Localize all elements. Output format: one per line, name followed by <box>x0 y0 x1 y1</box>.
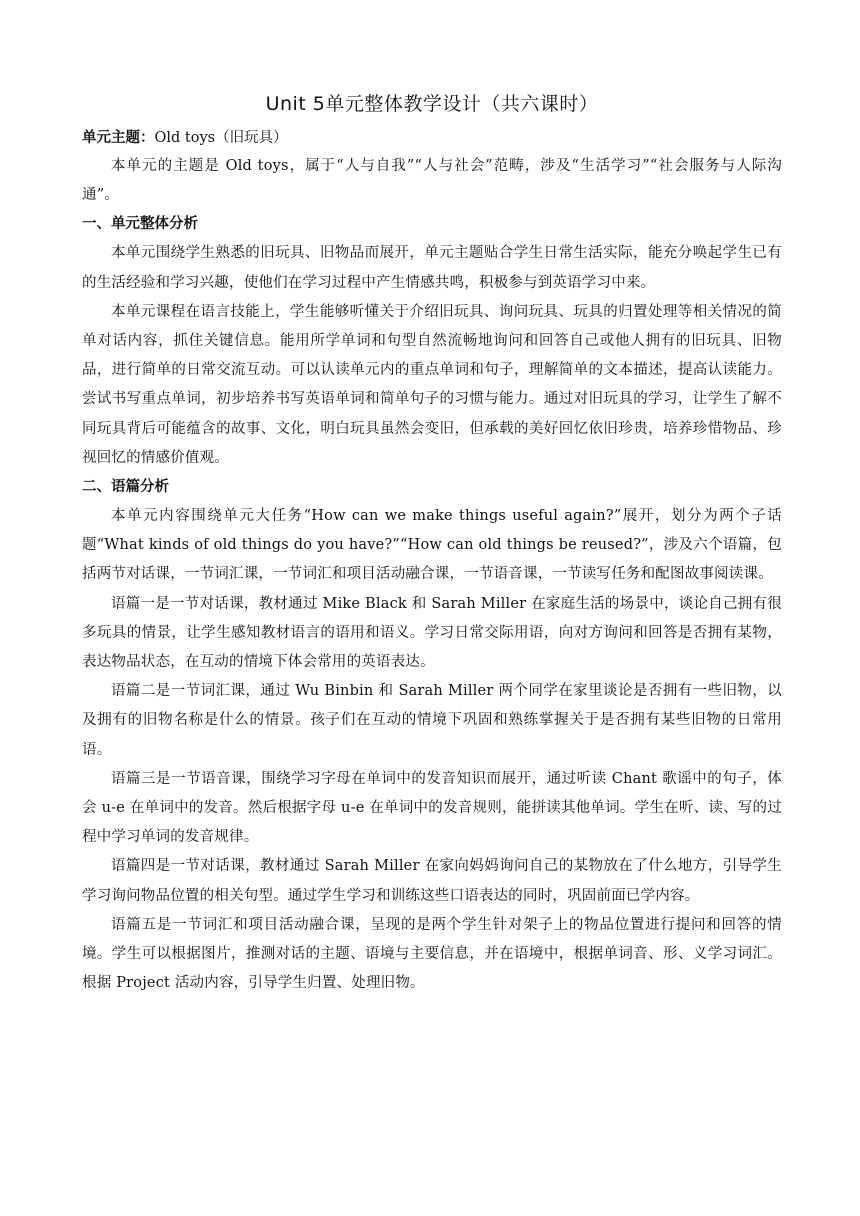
page-title: Unit 5单元整体教学设计（共六课时） <box>265 93 599 115</box>
unit-theme-label: 单元主题： <box>82 130 155 146</box>
paragraph: 语篇四是一节对话课，教材通过 Sarah Miller 在家向妈妈询问自己的某物放在了什么地方，引导学生学习询问物品位置的相关句型。通过学生学习和训练这些口语表达的同时，巩固前面已学内容。 <box>82 858 782 904</box>
paragraph: 语篇一是一节对话课，教材通过 Mike Black 和 Sarah Miller 在家庭生活的场景中，谈论自己拥有很多玩具的情景，让学生感知教材语言的语用和语义。学习日常交际用语，向对方询问和回答是否拥有某物，表达物品状态，在互动的情境下体会常用的英语表达。 <box>82 595 782 671</box>
section-heading-text-analysis: 二、语篇分析 <box>82 479 169 496</box>
paragraph: 语篇五是一节词汇和项目活动融合课，呈现的是两个学生针对架子上的物品位置进行提问和回答的情境。学生可以根据图片，推测对话的主题、语境与主要信息，并在语境中，根据单词音、形、义学习词汇。根据 Project 活动内容，引导学生归置、处理旧物。 <box>82 916 782 992</box>
unit-theme-value: Old toys（旧玩具） <box>154 130 288 146</box>
section-heading-unit-analysis: 一、单元整体分析 <box>82 216 198 233</box>
document-page <box>82 88 782 998</box>
paragraph: 本单元课程在语言技能上，学生能够听懂关于介绍旧玩具、询问玩具、玩具的归置处理等相关情况的简单对话内容，抓住关键信息。能用所学单词和句型自然流畅地询问和回答自己或他人拥有的旧玩具、旧物品，进行简单的日常交流互动。可以认读单元内的重点单词和句子，理解简单的文本描述，提高认读能力。尝试书写重点单词，初步培养书写英语单词和简单句子的习惯与能力。通过对旧玩具的学习，让学生了解不同玩具背后可能蕴含的故事、文化，明白玩具虽然会变旧，但承载的美好回忆依旧珍贵，培养珍惜物品、珍视回忆的情感价值观。 <box>82 303 782 466</box>
paragraph: 本单元围绕学生熟悉的旧玩具、旧物品而展开，单元主题贴合学生日常生活实际，能充分唤起学生已有的生活经验和学习兴趣，使他们在学习过程中产生情感共鸣，积极参与到英语学习中来。 <box>82 245 782 291</box>
paragraph: 本单元内容围绕单元大任务“How can we make things useful again?”展开，划分为两个子话题“What kinds of old things do you have?”“How can old things be reused?”，涉及六个语篇，包括两节对话课，一节词汇课，一节词汇和项目活动融合课，一节语音课，一节读写任务和配图故事阅读课。 <box>82 508 782 583</box>
paragraph: 语篇三是一节语音课，围绕学习字母在单词中的发音知识而展开，通过听读 Chant 歌谣中的句子，体会 u-e 在单词中的发音。然后根据字母 u-e 在单词中的发音规则，能拼读其他单词。学生在听、读、写的过程中学习单词的发音规律。 <box>82 770 782 846</box>
unit-theme-line <box>82 124 782 152</box>
intro-paragraph: 本单元的主题是 Old toys，属于“人与自我”“人与社会”范畴，涉及“生活学习”“社会服务与人际沟通”。 <box>82 158 782 204</box>
paragraph: 语篇二是一节词汇课，通过 Wu Binbin 和 Sarah Miller 两个同学在家里谈论是否拥有一些旧物，以及拥有的旧物名称是什么的情景。孩子们在互动的情境下巩固和熟练掌握关于是否拥有某些旧物的日常用语。 <box>82 683 782 758</box>
